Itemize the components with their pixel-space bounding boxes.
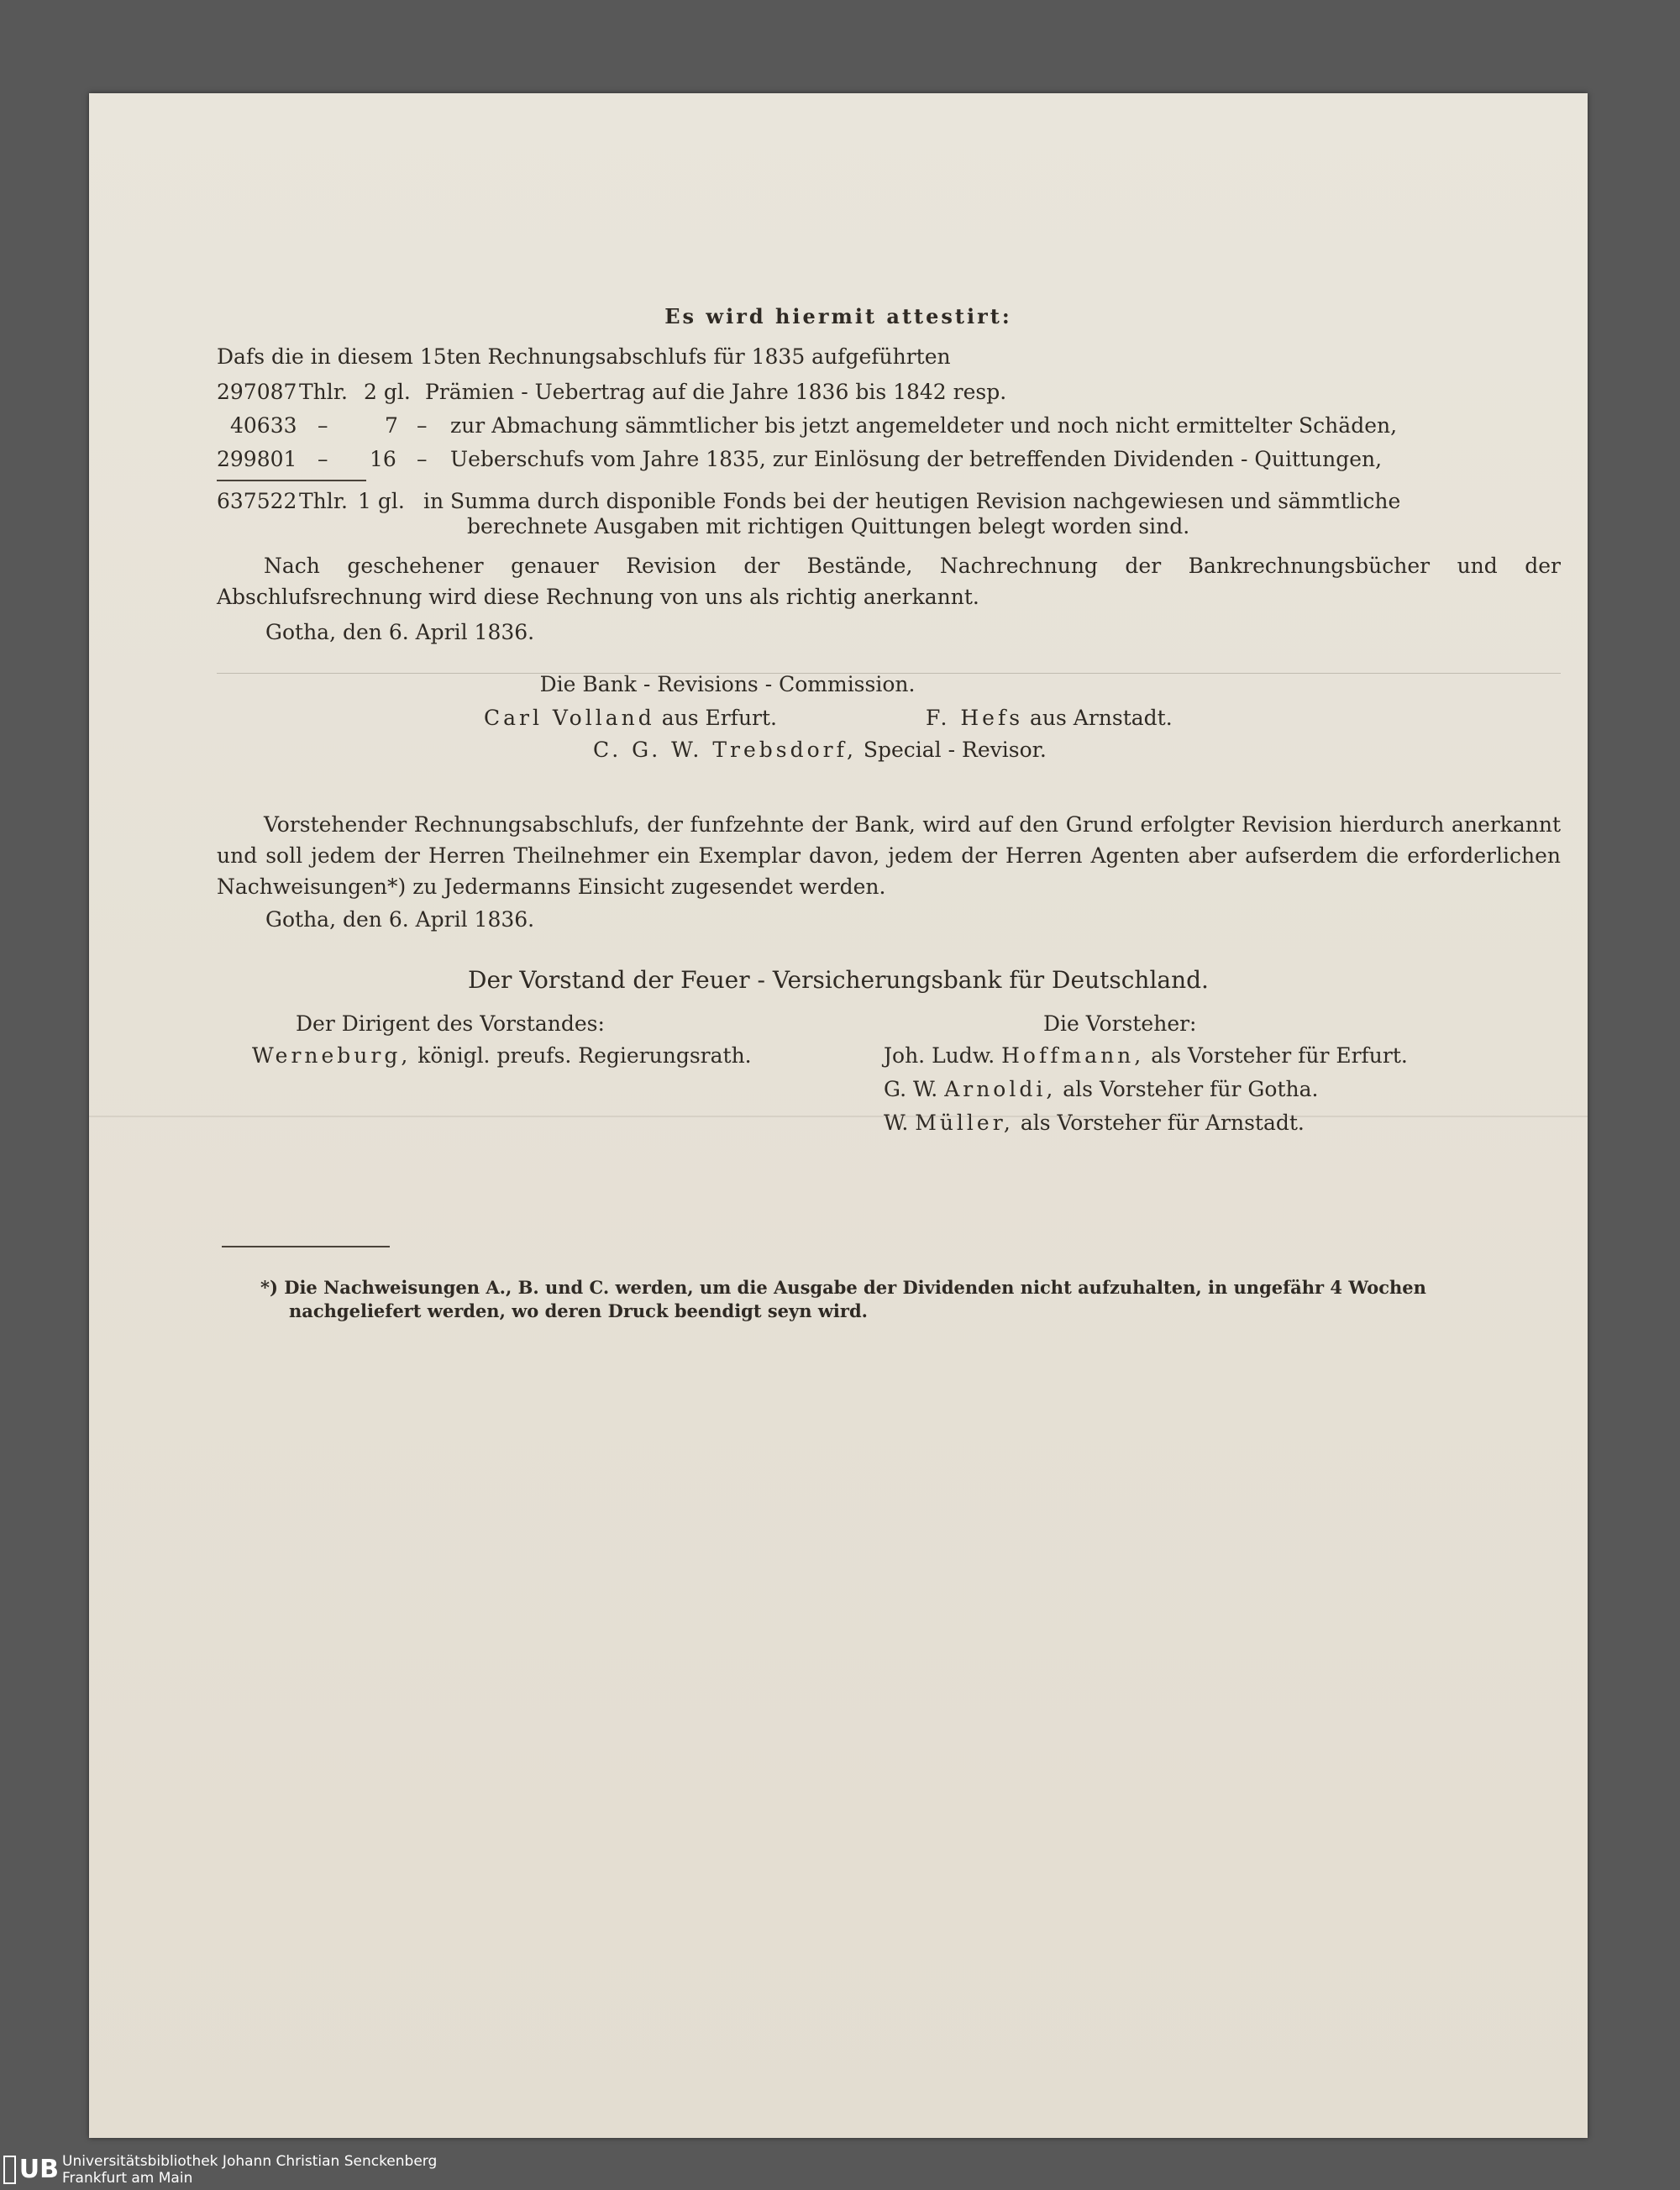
total-text-1: in Summa durch disponible Fonds bei der heutigen Revision nachgewiesen und sämmtliche — [423, 489, 1401, 513]
document-page — [89, 93, 1588, 2138]
sum-rule — [217, 480, 366, 481]
total-amount: 637522 — [217, 489, 297, 513]
attestation-heading: Es wird hiermit attestirt: — [664, 304, 1012, 328]
vorsteher-prefix: W. — [884, 1111, 909, 1135]
item-unit: Thlr. — [299, 380, 348, 404]
item-text: Prämien - Uebertrag auf die Jahre 1836 bis 1842 resp. — [425, 380, 1007, 404]
footnote-rule — [222, 1246, 390, 1247]
library-name: Universitätsbibliothek Johann Christian Senckenberg Frankfurt am Main — [62, 2153, 438, 2187]
item-gl: 16 — [370, 447, 396, 471]
item-unit: – — [318, 413, 328, 438]
member-place: aus Erfurt. — [661, 706, 777, 730]
vorsteher-name: Arnoldi, — [944, 1077, 1057, 1101]
item-dash: – — [417, 447, 428, 471]
total-text-2: berechnete Ausgaben mit richtigen Quittungen belegt worden sind. — [467, 514, 1190, 538]
item-amount: 297087 — [217, 380, 297, 404]
item-amount: 40633 — [230, 413, 297, 438]
vorsteher-prefix: Joh. Ludw. — [884, 1043, 995, 1068]
vorsteher-role: als Vorsteher für Gotha. — [1063, 1077, 1319, 1101]
vorsteher-role: als Vorsteher für Arnstadt. — [1020, 1111, 1305, 1135]
board-title: Der Vorstand der Feuer - Versicherungsbank für Deutschland. — [468, 966, 1209, 994]
member-name: F. Hefs — [926, 706, 1024, 730]
commission-revisor — [593, 737, 1047, 764]
item-unit: – — [318, 447, 328, 471]
footnote-line-1: *) Die Nachweisungen A., B. und C. werden, um die Ausgabe der Dividenden nicht aufzuhalten, in ungefähr 4 Wochen — [260, 1277, 1426, 1298]
library-logo-icon — [3, 2156, 16, 2184]
intro-line: Dafs die in diesem 15ten Rechnungsabschlufs für 1835 aufgeführten — [217, 344, 951, 369]
vorsteher-role: als Vorsteher für Erfurt. — [1151, 1043, 1408, 1068]
member-place: aus Arnstadt. — [1029, 706, 1173, 730]
vorsteher-name: Hoffmann, — [1001, 1043, 1145, 1068]
revision-paragraph: Nach geschehener genauer Revision der Bestände, Nachrechnung der Bankrechnungsbücher und der Abschlufsrechnung wird diese Rechnung von uns als richtig anerkannt. — [217, 554, 1561, 609]
vorsteher-label: Die Vorsteher: — [1043, 1011, 1197, 1036]
dirigent-line — [252, 1042, 752, 1069]
item-text: Ueberschufs vom Jahre 1835, zur Einlösung der betreffenden Dividenden - Quittungen, — [450, 447, 1383, 471]
vorsteher-entry-1 — [884, 1042, 1408, 1069]
dirigent-name: Werneburg, — [252, 1043, 412, 1068]
item-gl: 7 — [385, 413, 398, 438]
item-amount: 299801 — [217, 447, 297, 471]
dirigent-title: königl. preufs. Regierungsrath. — [417, 1043, 752, 1068]
item-dash: – — [417, 413, 428, 438]
revisor-name: C. G. W. Trebsdorf, — [593, 738, 857, 762]
commission-member-2 — [926, 705, 1173, 732]
approval-paragraph: Vorstehender Rechnungsabschlufs, der funfzehnte der Bank, wird auf den Grund erfolgter Revision hierdurch anerkannt und soll jedem der Herren Theilnehmer ein Exemplar davon, jedem der Herren Agenten aber aufserdem die erforderlichen Nachweisungen*) zu Jedermanns Einsicht zugesendet werden. — [217, 812, 1561, 899]
member-name: Carl Volland — [484, 706, 655, 730]
date-1: Gotha, den 6. April 1836. — [265, 620, 535, 644]
commission-title: Die Bank - Revisions - Commission. — [539, 672, 916, 696]
dirigent-label: Der Dirigent des Vorstandes: — [296, 1011, 605, 1036]
revisor-role: Special - Revisor. — [863, 738, 1047, 762]
vorsteher-entry-3 — [884, 1110, 1305, 1137]
item-text: zur Abmachung sämmtlicher bis jetzt angemeldeter und noch nicht ermittelter Schäden, — [450, 413, 1398, 438]
vorsteher-entry-2 — [884, 1076, 1318, 1103]
footnote-line-2: nachgeliefert werden, wo deren Druck beendigt seyn wird. — [289, 1300, 868, 1321]
total-unit: Thlr. — [299, 489, 348, 513]
vorsteher-prefix: G. W. — [884, 1077, 938, 1101]
vorsteher-name: Müller, — [915, 1111, 1014, 1135]
commission-member-1 — [484, 705, 777, 732]
date-2: Gotha, den 6. April 1836. — [265, 907, 535, 932]
total-gl: 1 gl. — [358, 489, 405, 513]
item-gl: 2 gl. — [364, 380, 411, 404]
library-logo: UB — [3, 2153, 59, 2187]
